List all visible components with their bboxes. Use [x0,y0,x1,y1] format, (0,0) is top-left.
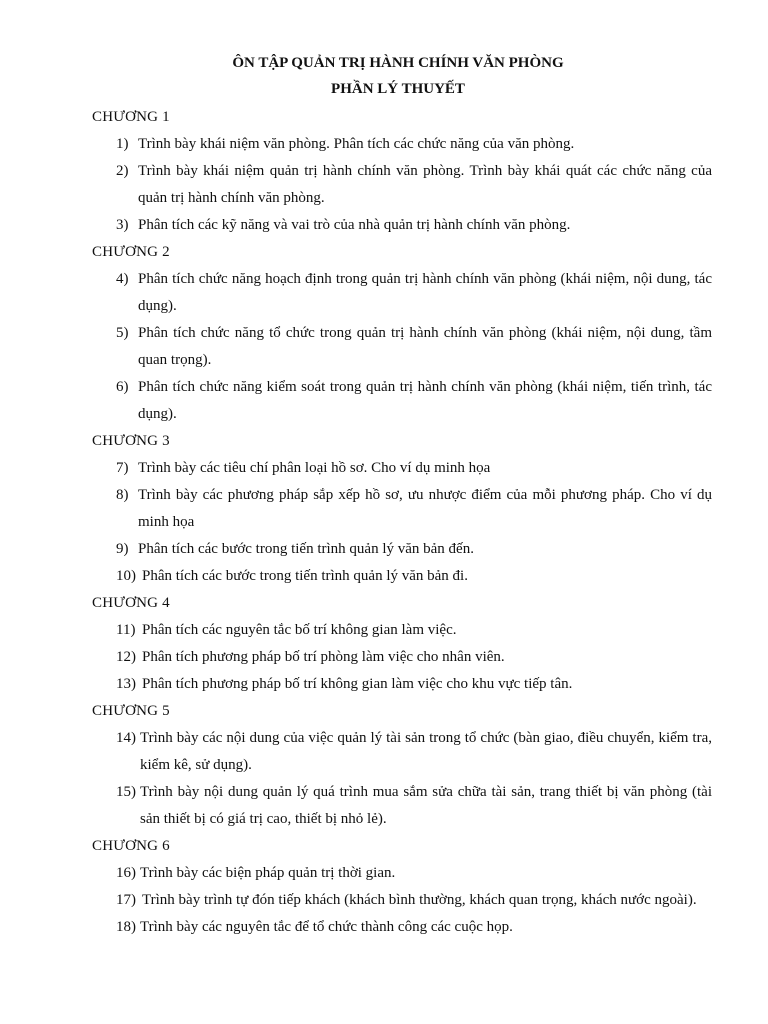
item-number: 1) [116,136,129,152]
list-item [92,158,712,212]
item-number: 4) [116,271,129,287]
item-number: 7) [116,460,129,476]
item-text: Phân tích các kỹ năng và vai trò của nhà quản trị hành chính văn phòng. [138,217,571,233]
item-number: 15) [116,784,136,800]
item-text: Phân tích chức năng hoạch định trong quản trị hành chính văn phòng (khái niệm, nội dung, tác dụng). [138,271,712,314]
list-item [92,536,712,563]
item-number: 17) [116,892,136,908]
list-item [92,212,712,239]
list-item [92,860,712,887]
list-item [92,914,712,941]
item-number: 12) [116,649,136,665]
list-item [92,779,712,833]
item-text: Trình bày các biện pháp quản trị thời gian. [140,865,396,881]
chapter-heading: CHƯƠNG 6 [92,838,170,854]
item-number: 9) [116,541,129,557]
list-item [92,563,712,590]
item-text: Trình bày trình tự đón tiếp khách (khách bình thường, khách quan trọng, khách nước ngoài). [142,892,697,908]
list-item [92,320,712,374]
item-text: Trình bày các nguyên tắc để tổ chức thành công các cuộc họp. [140,919,513,935]
list-item [92,266,712,320]
item-text: Trình bày khái niệm văn phòng. Phân tích các chức năng của văn phòng. [138,136,575,152]
item-number: 16) [116,865,136,881]
item-number: 6) [116,379,129,395]
item-number: 2) [116,163,129,179]
item-text: Phân tích chức năng kiểm soát trong quản trị hành chính văn phòng (khái niệm, tiến trình, tác dụng). [138,379,712,422]
list-item [92,131,712,158]
item-text: Trình bày khái niệm quản trị hành chính văn phòng. Trình bày khái quát các chức năng của quản trị hành chính văn phòng. [138,163,712,206]
list-item [92,725,712,779]
item-text: Phân tích các nguyên tắc bố trí không gian làm việc. [142,622,457,638]
chapter-heading: CHƯƠNG 5 [92,703,170,719]
item-number: 14) [116,730,136,746]
list-item [92,671,712,698]
item-text: Phân tích chức năng tổ chức trong quản trị hành chính văn phòng (khái niệm, nội dung, tầm quan trọng). [138,325,712,368]
list-item [92,482,712,536]
item-text: Phân tích phương pháp bố trí không gian làm việc cho khu vực tiếp tân. [142,676,573,692]
item-text: Phân tích các bước trong tiến trình quản lý văn bản đi. [142,568,468,584]
item-number: 8) [116,487,129,503]
document-subtitle: PHẦN LÝ THUYẾT [331,81,465,97]
item-text: Trình bày các tiêu chí phân loại hồ sơ. Cho ví dụ minh họa [138,460,491,476]
chapter-heading: CHƯƠNG 2 [92,244,170,260]
item-text: Trình bày các phương pháp sắp xếp hồ sơ, ưu nhược điểm của mỗi phương pháp. Cho ví dụ minh họa [138,487,712,530]
list-item [92,617,712,644]
chapter-heading: CHƯƠNG 3 [92,433,170,449]
item-text: Trình bày các nội dung của việc quản lý tài sản trong tổ chức (bàn giao, điều chuyển, kiểm tra, kiểm kê, sử dụng). [140,730,712,773]
item-number: 18) [116,919,136,935]
chapter-heading: CHƯƠNG 1 [92,109,170,125]
item-text: Trình bày nội dung quản lý quá trình mua sắm sửa chữa tài sản, trang thiết bị văn phòng (tài sản thiết bị có giá trị cao, thiết bị nhỏ lẻ). [140,784,712,827]
item-number: 10) [116,568,136,584]
item-number: 3) [116,217,129,233]
list-item [92,455,712,482]
document-title: ÔN TẬP QUẢN TRỊ HÀNH CHÍNH VĂN PHÒNG [232,55,564,71]
list-item [92,374,712,428]
item-number: 13) [116,676,136,692]
item-number: 5) [116,325,129,341]
list-item [92,644,712,671]
item-text: Phân tích các bước trong tiến trình quản lý văn bản đến. [138,541,474,557]
item-text: Phân tích phương pháp bố trí phòng làm việc cho nhân viên. [142,649,505,665]
item-number: 11) [116,622,136,638]
chapter-heading: CHƯƠNG 4 [92,595,170,611]
list-item [92,887,712,914]
